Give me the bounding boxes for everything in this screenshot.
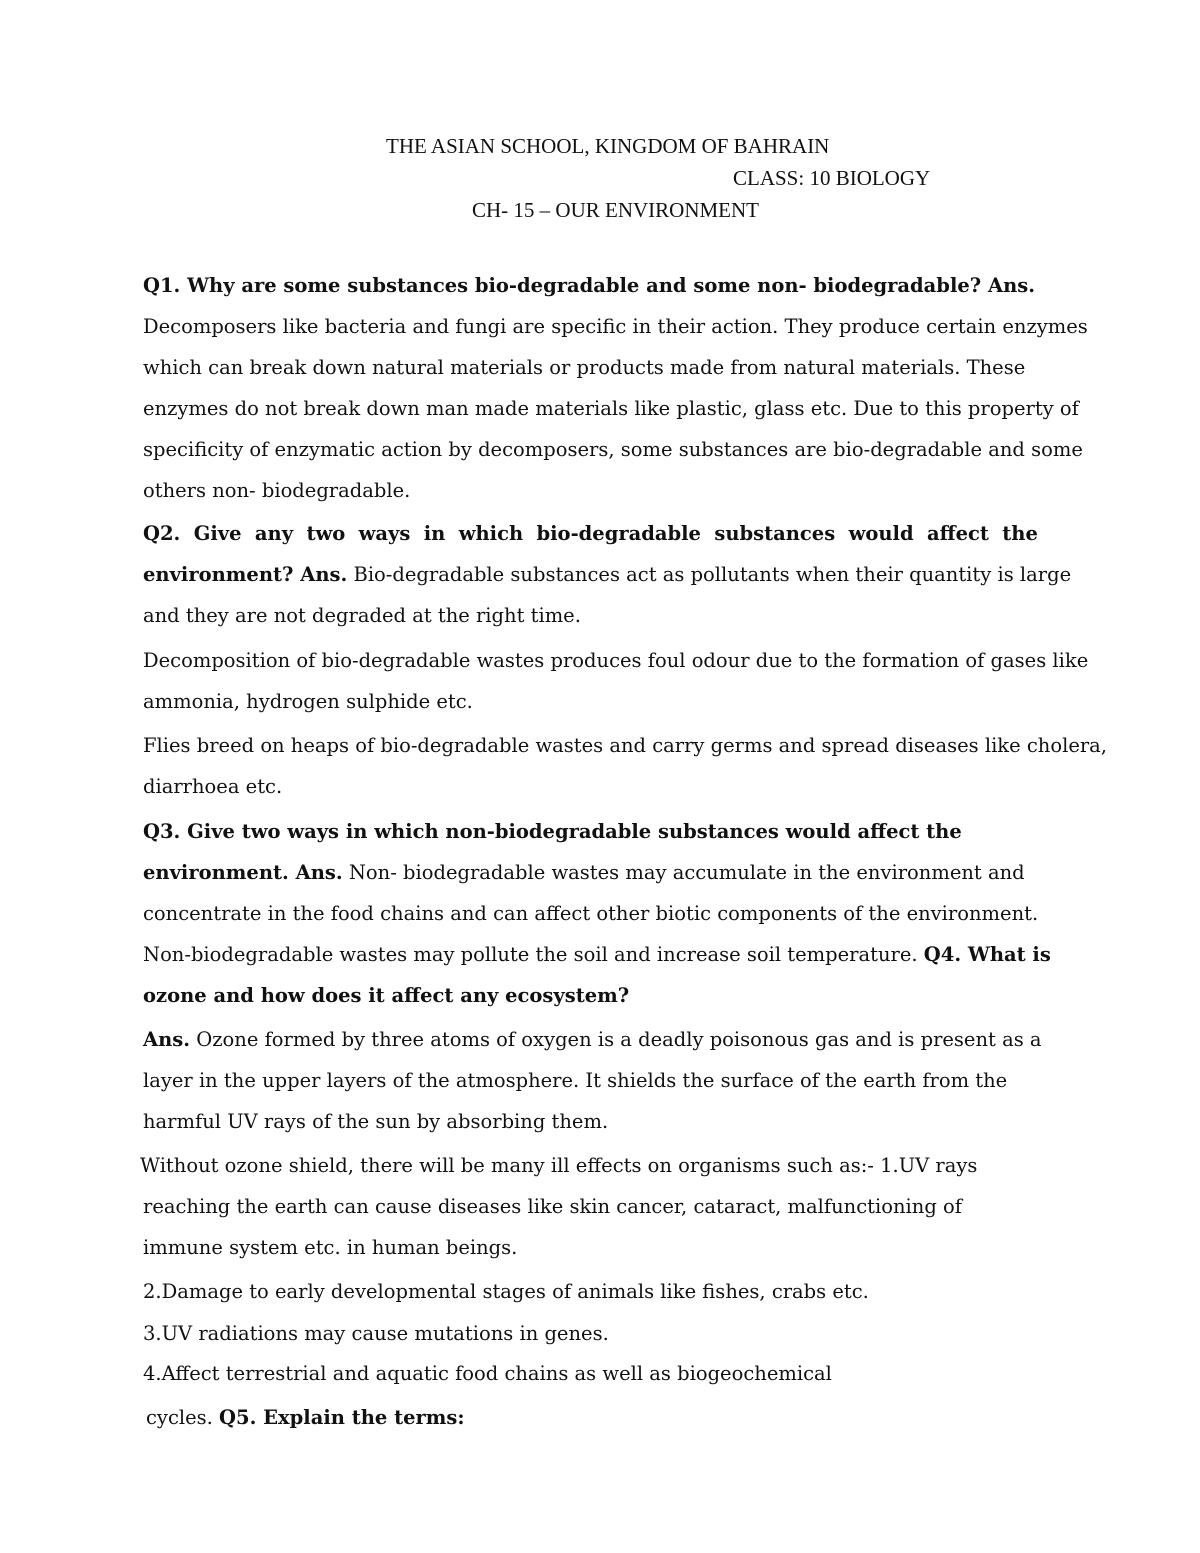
q2-word: Q2. bbox=[143, 522, 181, 545]
q2-word: ways bbox=[358, 522, 411, 545]
q4-effect-item: 2.Damage to early developmental stages of animals like fishes, crabs etc. bbox=[143, 1280, 869, 1303]
q3-answer-start: Non- biodegradable wastes may accumulate in the environment and bbox=[342, 861, 1025, 884]
q3-question-end: environment. Ans. bbox=[143, 861, 343, 884]
q3-answer-line bbox=[143, 941, 1051, 969]
q2-answer-line bbox=[143, 561, 1071, 589]
q2-answer-start: Bio-degradable substances act as pollutants when their quantity is large bbox=[347, 563, 1072, 586]
q3-answer-line bbox=[143, 859, 1025, 887]
q4-question: ozone and how does it affect any ecosystem? bbox=[143, 984, 630, 1007]
q4-ans-label: Ans. bbox=[143, 1028, 191, 1051]
q2-answer-line: and they are not degraded at the right time. bbox=[143, 604, 581, 627]
q2-word: Give bbox=[193, 522, 242, 545]
q1-answer-line: Decomposers like bacteria and fungi are specific in their action. They produce certain enzymes bbox=[143, 315, 1088, 338]
q4-answer-line: reaching the earth can cause diseases like skin cancer, cataract, malfunctioning of bbox=[143, 1195, 962, 1218]
q4-last-line bbox=[146, 1404, 465, 1432]
q2-answer-line: Flies breed on heaps of bio-degradable wastes and carry germs and spread diseases like cholera, bbox=[143, 734, 1108, 757]
q4-answer-start: Ozone formed by three atoms of oxygen is a deadly poisonous gas and is present as a bbox=[190, 1028, 1042, 1051]
q4-answer-line: layer in the upper layers of the atmosphere. It shields the surface of the earth from the bbox=[143, 1069, 1008, 1092]
q4-answer-line: Without ozone shield, there will be many ill effects on organisms such as:- 1.UV rays bbox=[140, 1154, 978, 1177]
q2-word: in bbox=[423, 522, 446, 545]
q2-word: affect bbox=[926, 522, 989, 545]
q1-question: Q1. Why are some substances bio-degradable and some non- biodegradable? Ans. bbox=[143, 274, 1036, 297]
q2-answer-line: ammonia, hydrogen sulphide etc. bbox=[143, 690, 473, 713]
q4-question-start: Q4. What is bbox=[923, 943, 1051, 966]
q4-answer-line bbox=[143, 1026, 1042, 1054]
class-label: CLASS: 10 BIOLOGY bbox=[733, 166, 931, 190]
q2-word: would bbox=[848, 522, 914, 545]
q4-answer-line: immune system etc. in human beings. bbox=[143, 1236, 518, 1259]
q2-word: two bbox=[306, 522, 346, 545]
q1-answer-line: others non- biodegradable. bbox=[143, 479, 411, 502]
q3-answer-line: concentrate in the food chains and can affect other biotic components of the environment. bbox=[143, 902, 1039, 925]
q2-word: bio-degradable bbox=[536, 522, 701, 545]
q2-word: the bbox=[1002, 522, 1038, 545]
q2-word: which bbox=[458, 522, 524, 545]
q4-last-text: cycles. bbox=[146, 1406, 220, 1429]
q2-answer-line: diarrhoea etc. bbox=[143, 775, 283, 798]
q4-answer-line: harmful UV rays of the sun by absorbing them. bbox=[143, 1110, 609, 1133]
q2-word: any bbox=[254, 522, 294, 545]
school-title: THE ASIAN SCHOOL, KINGDOM OF BAHRAIN bbox=[386, 134, 830, 158]
q5-question: Q5. Explain the terms: bbox=[219, 1406, 465, 1429]
q1-answer-line: specificity of enzymatic action by decomposers, some substances are bio-degradable and some bbox=[143, 438, 1083, 461]
chapter-title: CH- 15 – OUR ENVIRONMENT bbox=[472, 198, 759, 222]
q2-answer-line: Decomposition of bio-degradable wastes produces foul odour due to the formation of gases like bbox=[143, 649, 1089, 672]
q1-answer-line: which can break down natural materials or products made from natural materials. These bbox=[143, 356, 1026, 379]
q3-question: Q3. Give two ways in which non-biodegradable substances would affect the bbox=[143, 820, 962, 843]
q4-effect-item: 4.Affect terrestrial and aquatic food chains as well as biogeochemical bbox=[143, 1362, 832, 1385]
q2-question bbox=[143, 520, 1038, 548]
q3-answer-text: Non-biodegradable wastes may pollute the soil and increase soil temperature. bbox=[143, 943, 924, 966]
q2-question-end: environment? Ans. bbox=[143, 563, 348, 586]
q4-effect-item: 3.UV radiations may cause mutations in genes. bbox=[143, 1322, 609, 1345]
q1-answer-line: enzymes do not break down man made materials like plastic, glass etc. Due to this property of bbox=[143, 397, 1079, 420]
q2-word: substances bbox=[714, 522, 836, 545]
